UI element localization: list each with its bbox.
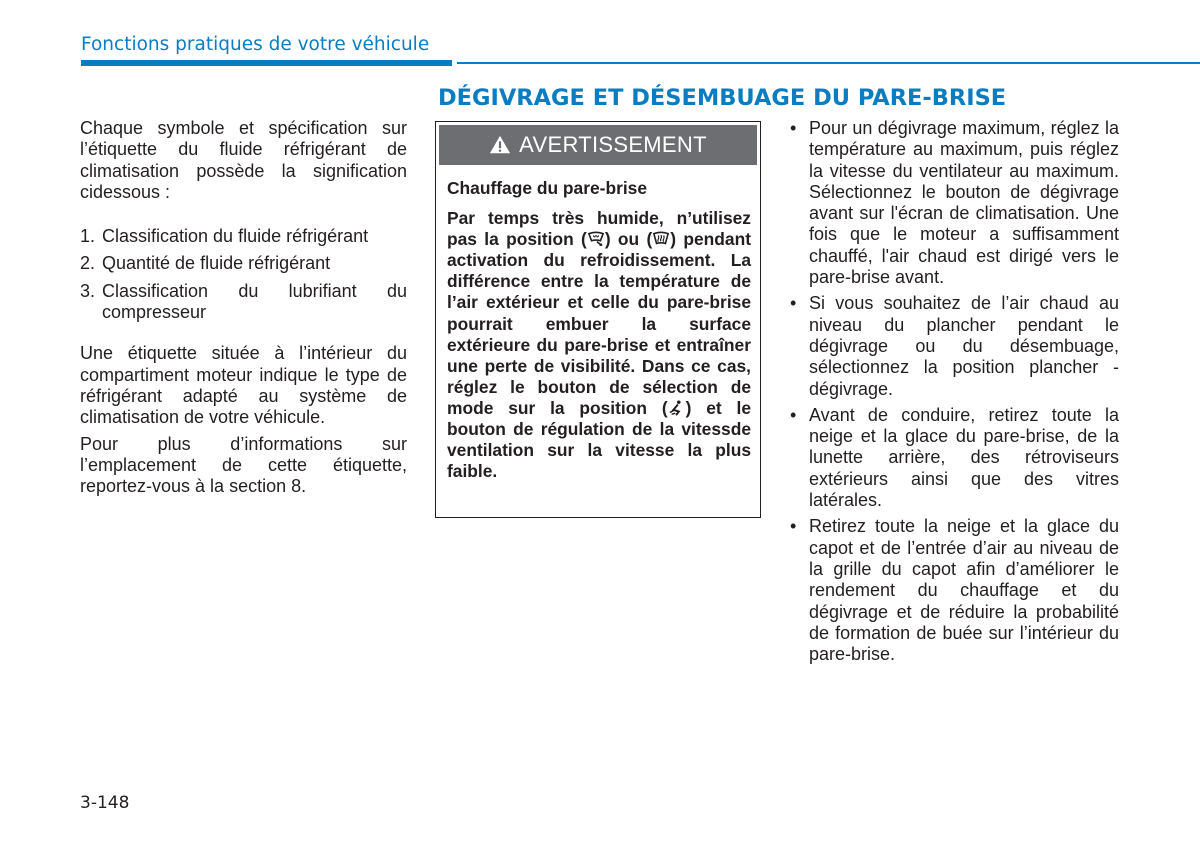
header-bar-thick [81,60,452,66]
list-text: Pour un dégivrage maximum, réglez la température au maximum, puis réglez la vitesse du ventilateur au maximum. Sélectionnez le bouton de dégivrage avant sur l'écran de climatisation. Une fois que le moteur a suffisamment chauffé, l'air chaud est dirigé vers le pare-brise avant. [809,118,1119,288]
header-title: Fonctions pratiques de votre véhicule [81,34,430,55]
right-column [790,118,1119,670]
left-column [80,118,407,497]
list-text: Classification du lubrifiant du compresseur [102,280,407,323]
warning-box [435,121,761,518]
warning-text-part: ) ou ( [604,229,653,250]
list-text: Si vous souhaitez de l’air chaud au niveau du plancher pendant le dégivrage ou du désembuage, sélectionnez la position plancher - dégivrage. [809,293,1119,399]
reference-paragraph: Pour plus d’informations sur l’emplacement de cette étiquette, reportez-vous à la section 8. [80,433,407,497]
bullet: • [790,293,797,314]
list-item [790,405,1119,511]
list-text: Classification du fluide réfrigérant [102,226,369,247]
list-number: 2. [80,253,96,274]
front-defrost-floor-icon [587,231,605,247]
list-text: Retirez toute la neige et la glace du capot et de l’entrée d’air au niveau de la grille du capot afin d’améliorer le rendement du chauffage et du dégivrage et de réduire la probabilité de formation de buée sur l’intérieur du pare-brise. [809,516,1119,665]
warning-text [447,208,751,482]
warning-triangle-icon [489,134,511,156]
warning-body [436,168,760,482]
bullet: • [790,404,797,425]
list-number: 3. [80,280,96,301]
intro-paragraph: Chaque symbole et spécification sur l’étiquette du fluide réfrigérant de climatisation possède la signification cidessous : [80,118,407,202]
warning-header [439,125,757,165]
list-item [790,516,1119,665]
list-text: Avant de conduire, retirez toute la neige et la glace du pare-brise, de la lunette arrière, des rétroviseurs extérieurs ainsi que des vitres latérales. [809,404,1119,511]
warning-subtitle: Chauffage du pare-brise [447,178,648,198]
list-number: 1. [80,226,96,247]
warning-text-part: ) pendant activation du refroidissement. La différence entre la température de l’air extérieur et celle du pare-brise pourrait embuer la surface extérieure du pare-brise et entraîner une perte de visibilité. Dans ce cas, réglez le bouton de sélection de mode sur la position ( [447,229,751,418]
warning-text-part: ) et le bouton de régulation de la vitessde ventilation sur la vitesse la plus faible. [447,397,752,482]
classification-list [80,226,407,323]
instruction-list [790,118,1119,665]
list-item [80,253,407,274]
windshield-defrost-icon [652,231,670,247]
floor-mode-icon [668,400,686,416]
section-title: DÉGIVRAGE ET DÉSEMBUAGE DU PARE-BRISE [438,85,1007,111]
bullet: • [790,516,797,537]
list-item [80,281,407,324]
warning-text-part: Par temps très humide, n’utilisez pas la position ( [447,208,751,250]
list-text: Quantité de fluide réfrigérant [102,253,331,274]
header-bar-thin [457,62,1200,64]
label-paragraph: Une étiquette située à l’intérieur du compartiment moteur indique le type de réfrigérant adapté au système de climatisation de votre véhicule. [80,343,407,428]
warning-title: AVERTISSEMENT [519,132,707,157]
bullet: • [790,118,797,138]
list-item [790,293,1119,399]
list-item [80,226,407,247]
page-number: 3-148 [80,793,130,813]
list-item [790,118,1119,288]
